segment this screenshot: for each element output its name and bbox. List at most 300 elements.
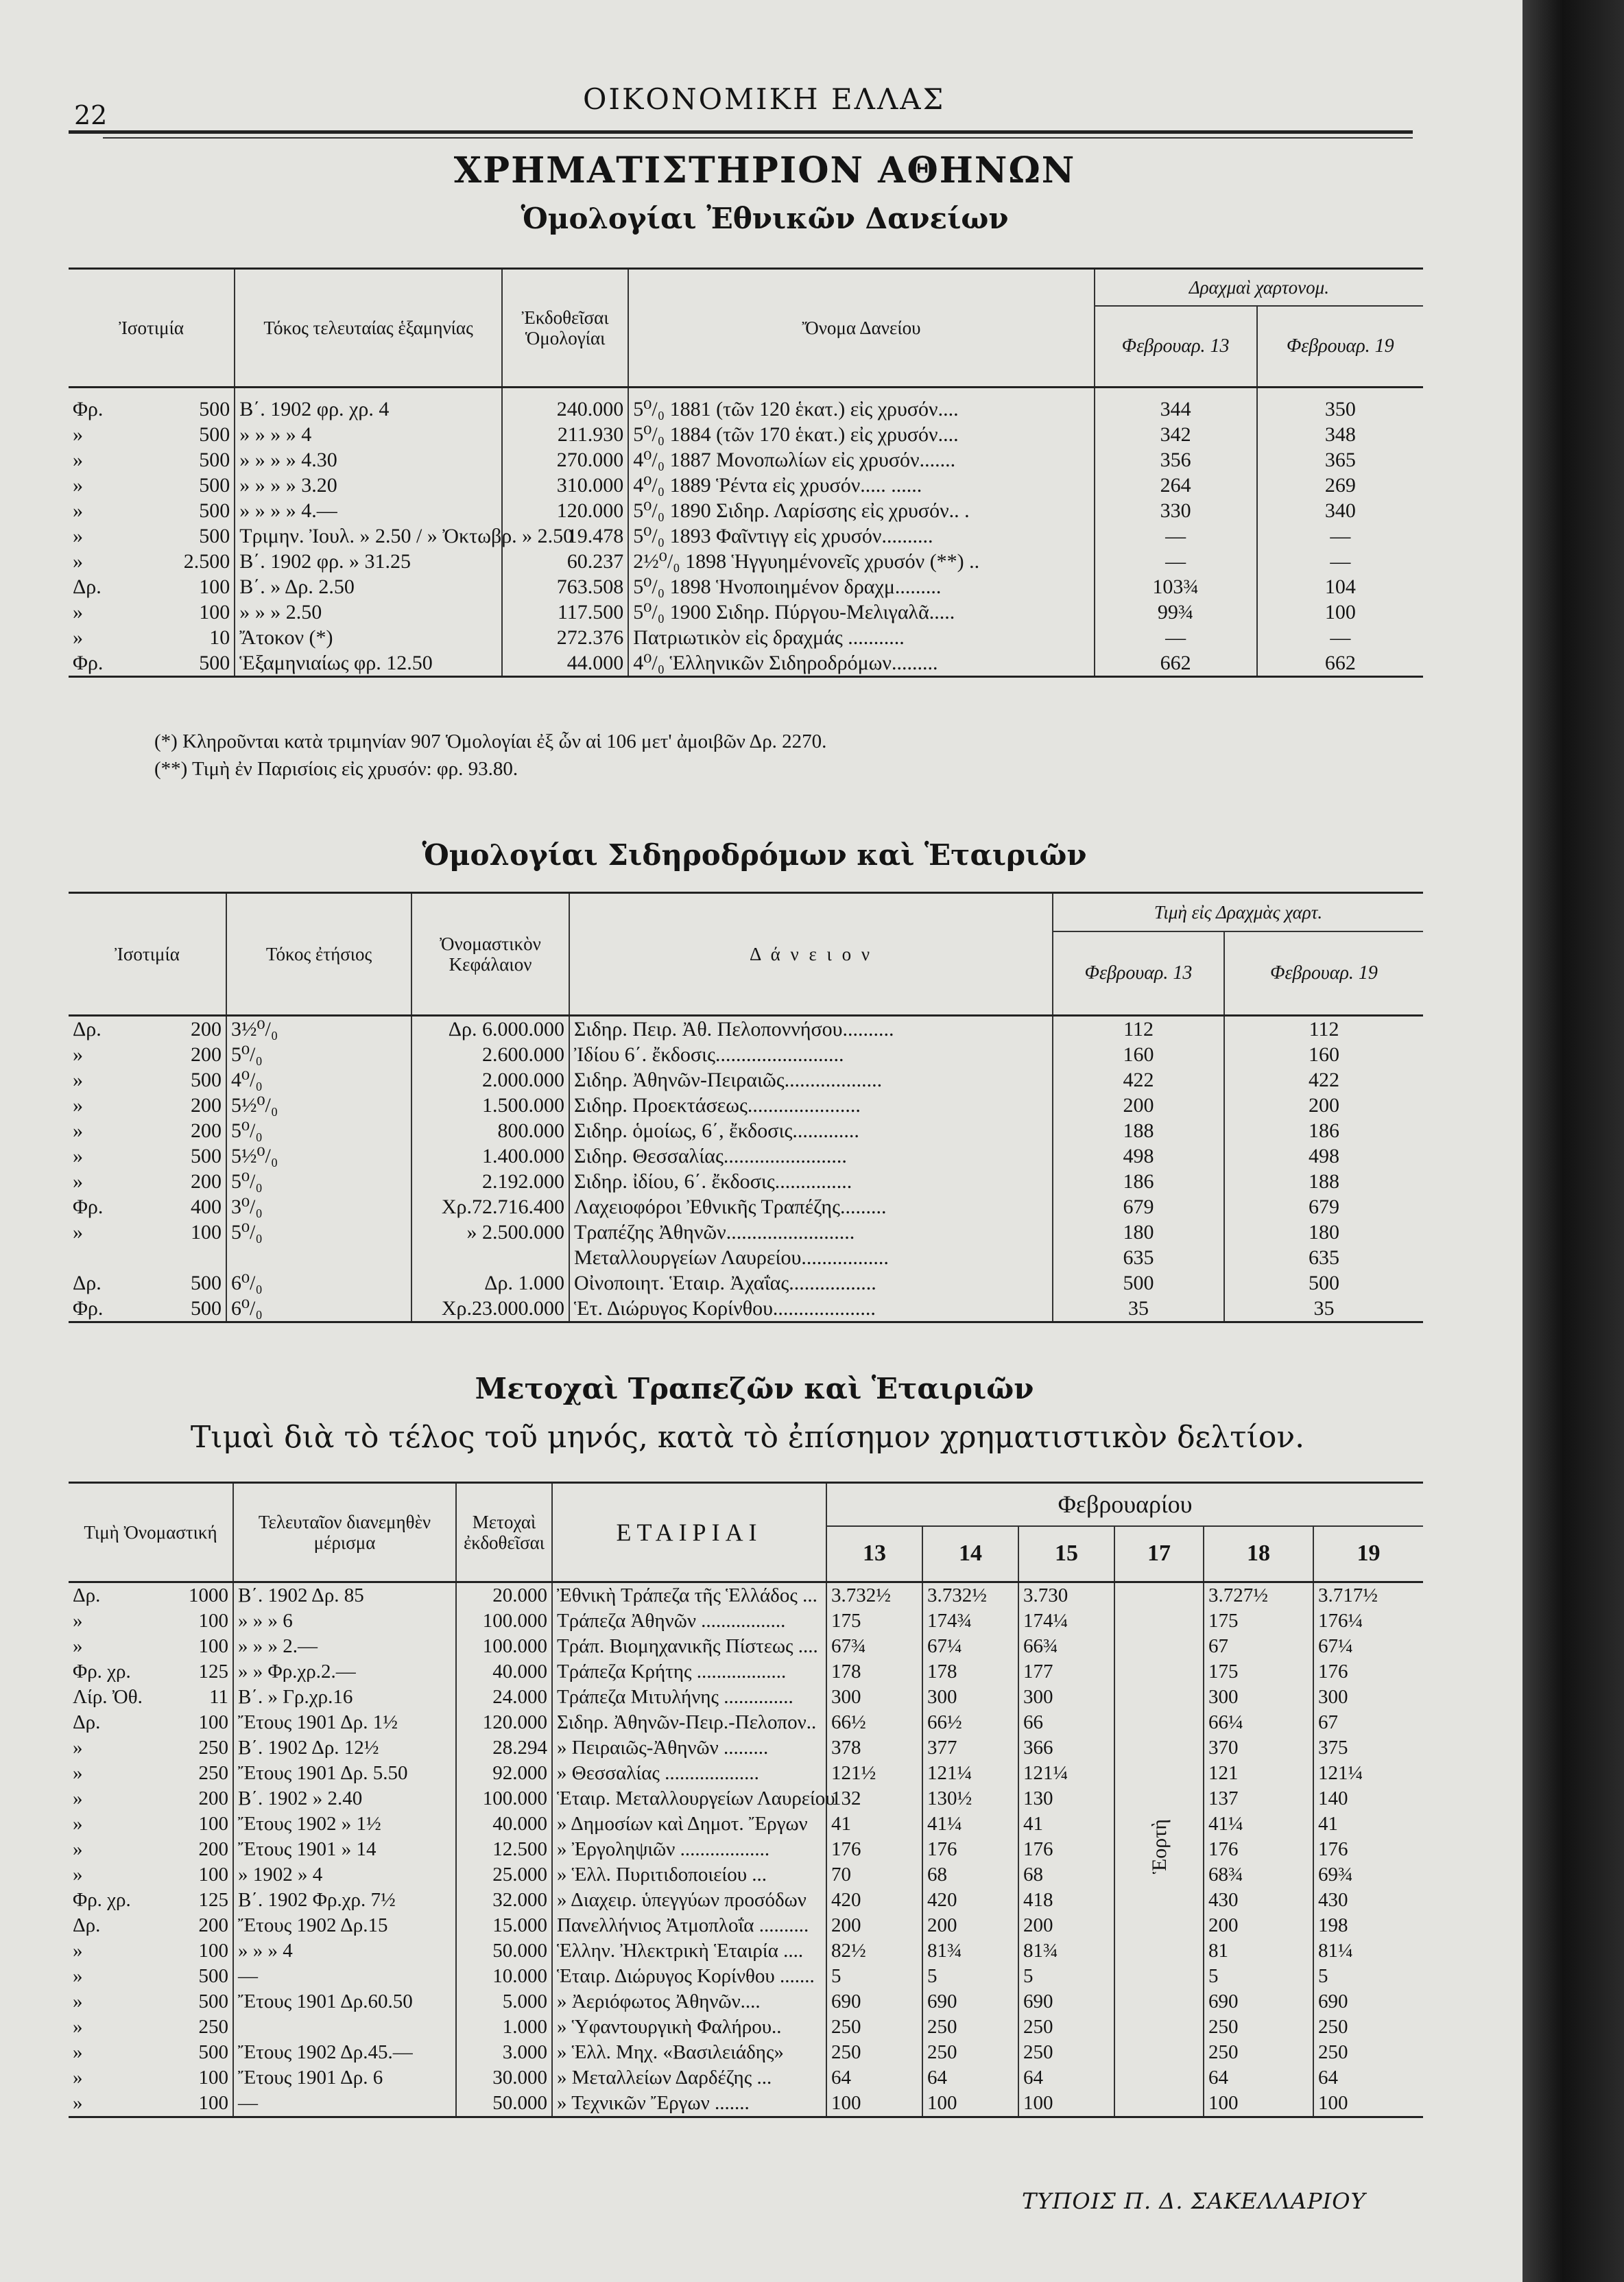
cell-currency: »	[73, 1990, 83, 2012]
cell-last-coupon: » » » » 4	[235, 422, 502, 447]
table-row	[69, 498, 1423, 523]
cell-annual-interest: 5⁰/₀	[226, 1169, 411, 1194]
cell-price-13: 264	[1095, 473, 1257, 498]
cell-price-19: 5	[1318, 1965, 1328, 1987]
cell-price-14: 66½	[922, 1710, 1018, 1735]
table-row	[69, 1608, 1423, 1634]
cell-loan-name: Ἰδίου 6΄. ἔκδοσις.........................	[569, 1042, 1053, 1067]
cell-loan-name: Σιδηρ. Θεσσαλίας........................	[569, 1143, 1053, 1169]
cell-last-dividend: Ἔτους 1901 Δρ. 5.50	[233, 1761, 456, 1786]
cell-shares-issued: 28.294	[456, 1735, 552, 1761]
bank-shares-table	[69, 1482, 1423, 2118]
cell-currency: »	[73, 1838, 83, 1860]
cell-price-15: 41	[1018, 1811, 1114, 1837]
cell-price-18: 200	[1204, 1913, 1313, 1938]
cell-shares-issued: 100.000	[456, 1608, 552, 1634]
table-row	[69, 1220, 1423, 1245]
cell-annual-interest	[226, 1245, 411, 1270]
cell-company-name: Τράπεζα Κρήτης ..................	[552, 1659, 826, 1685]
cell-price-19: 112	[1309, 1018, 1339, 1041]
cell-price-13: 175	[826, 1608, 922, 1634]
cell-company-name: » Ἀεριόφωτος Ἀθηνῶν....	[552, 1989, 826, 2014]
cell-price-14: 130½	[922, 1786, 1018, 1811]
cell-price-19: 340	[1324, 499, 1356, 522]
cell-par-value: 100	[171, 2065, 233, 2091]
cell-price-13: 344	[1095, 388, 1257, 423]
cell-par-value: 250	[171, 1735, 233, 1761]
cell-par-value: 1000	[171, 1582, 233, 1609]
page-number: 22	[74, 100, 108, 130]
cell-company-name: Τράπ. Βιομηχανικῆς Πίστεως ....	[552, 1634, 826, 1659]
table-row	[69, 388, 1423, 423]
cell-price-19: 140	[1318, 1787, 1348, 1809]
table-row	[69, 1761, 1423, 1786]
cell-price-19: 422	[1309, 1069, 1340, 1091]
cell-par-value: 100	[171, 1938, 233, 1964]
table-row	[69, 1143, 1423, 1169]
col-group-timi: Τιμὴ εἰς Δραχμὰς χαρτ.	[1053, 893, 1423, 932]
cell-currency: »	[73, 550, 83, 573]
cell-nominal-capital: Δρ. 1.000	[411, 1270, 569, 1296]
cell-par-value: 100	[171, 1608, 233, 1634]
cell-price-15: 130	[1018, 1786, 1114, 1811]
cell-annual-interest: 5⁰/₀	[226, 1220, 411, 1245]
cell-nominal-capital: 1.500.000	[411, 1093, 569, 1118]
cell-bonds-issued: 211.930	[502, 422, 628, 447]
holiday-column	[1114, 1582, 1204, 2117]
header-rule	[69, 130, 1413, 134]
cell-price-15: 66	[1018, 1710, 1114, 1735]
cell-loan-name: 5⁰/₀ 1900 Σιδηρ. Πύργου-Μελιγαλᾶ.....	[628, 599, 1094, 625]
cell-loan-name: Σιδηρ. Πειρ. Ἀθ. Πελοποννήσου..........	[569, 1016, 1053, 1043]
col-group-month: Φεβρουαρίου	[826, 1483, 1423, 1526]
footnote-1: (*) Κληροῦνται κατὰ τριμηνίαν 907 Ὁμολογίαι ἐξ ὧν αἱ 106 μετ' ἀμοιβῶν Δρ. 2270.	[154, 730, 827, 752]
cell-price-15: 68	[1018, 1862, 1114, 1888]
cell-loan-name: Σιδηρ. ὁμοίως, 6΄, ἔκδοσις.............	[569, 1118, 1053, 1143]
col-daneion: Δ ά ν ε ι ο ν	[569, 893, 1053, 1016]
cell-price-19: 64	[1318, 2067, 1339, 2089]
cell-price-18: 300	[1204, 1685, 1313, 1710]
cell-par-value: 100	[126, 599, 235, 625]
cell-currency: Φρ. χρ.	[73, 1661, 131, 1683]
cell-price-19: 635	[1309, 1246, 1340, 1269]
cell-price-19: —	[1330, 550, 1351, 573]
cell-price-14: 121¼	[922, 1761, 1018, 1786]
cell-last-dividend	[233, 2014, 456, 2040]
col-onoma: Ὄνομα Δανείου	[628, 269, 1094, 388]
table-row	[69, 625, 1423, 650]
cell-shares-issued: 40.000	[456, 1659, 552, 1685]
cell-price-13: 662	[1095, 650, 1257, 677]
table-row	[69, 599, 1423, 625]
cell-price-13: 330	[1095, 498, 1257, 523]
cell-price-18: 430	[1204, 1888, 1313, 1913]
section1-subtitle: Ὁμολογίαι Ἐθνικῶν Δανείων	[521, 202, 1009, 235]
cell-price-13: —	[1095, 625, 1257, 650]
cell-currency: »	[73, 2016, 83, 2038]
cell-last-dividend: Β΄. » Γρ.χρ.16	[233, 1685, 456, 1710]
cell-last-coupon: Ἄτοκον (*)	[235, 625, 502, 650]
cell-price-15: 366	[1018, 1735, 1114, 1761]
cell-loan-name: Σιδηρ. Ἀθηνῶν-Πειραιῶς...................	[569, 1067, 1053, 1093]
cell-bonds-issued: 19.478	[502, 523, 628, 549]
cell-par-value: 200	[123, 1169, 226, 1194]
railway-bonds-table	[69, 892, 1423, 1323]
cell-price-15: 81¾	[1018, 1938, 1114, 1964]
national-loans-table	[69, 268, 1423, 678]
cell-price-19: 375	[1318, 1737, 1348, 1759]
cell-price-15: 174¼	[1018, 1608, 1114, 1634]
col-etairiai: ΕΤΑΙΡΙΑΙ	[552, 1483, 826, 1582]
cell-par-value: 200	[123, 1093, 226, 1118]
cell-nominal-capital: Χρ.72.716.400	[411, 1194, 569, 1220]
cell-annual-interest: 5⁰/₀	[226, 1118, 411, 1143]
cell-last-dividend: » » » 4	[233, 1938, 456, 1964]
cell-price-15: 64	[1018, 2065, 1114, 2091]
cell-company-name: Σιδηρ. Ἀθηνῶν-Πειρ.-Πελοπον..	[552, 1710, 826, 1735]
cell-currency: Φρ.	[73, 1196, 104, 1218]
cell-bonds-issued: 117.500	[502, 599, 628, 625]
cell-par-value: 100	[171, 1811, 233, 1837]
cell-price-13: 679	[1053, 1194, 1224, 1220]
cell-price-13: 70	[826, 1862, 922, 1888]
table-row	[69, 1067, 1423, 1093]
cell-last-dividend: Β΄. 1902 Δρ. 12½	[233, 1735, 456, 1761]
col-date-19: Φεβρουαρ. 19	[1224, 931, 1423, 1016]
cell-company-name: » Ἑλλ. Πυριτιδοποιείου ...	[552, 1862, 826, 1888]
cell-price-19: —	[1330, 525, 1351, 547]
table-row	[69, 1042, 1423, 1067]
cell-par-value: 500	[171, 1989, 233, 2014]
table-row	[69, 1989, 1423, 2014]
table-row	[69, 1093, 1423, 1118]
col-merisma: Τελευταῖον διανεμηθὲν μέρισμα	[233, 1483, 456, 1582]
cell-price-14: 67¼	[922, 1634, 1018, 1659]
cell-nominal-capital: Χρ.23.000.000	[411, 1296, 569, 1322]
cell-price-19: 498	[1309, 1145, 1340, 1167]
col-day-17: 17	[1114, 1526, 1204, 1582]
cell-par-value: 250	[171, 2014, 233, 2040]
col-day-19: 19	[1313, 1526, 1423, 1582]
cell-company-name: » Διαχειρ. ὑπεγγύων προσόδων	[552, 1888, 826, 1913]
cell-price-15: 690	[1018, 1989, 1114, 2014]
cell-price-14: 377	[922, 1735, 1018, 1761]
cell-company-name: » Ἐργοληψιῶν ..................	[552, 1837, 826, 1862]
cell-loan-name: 4⁰/₀ 1887 Μονοπωλίων εἰς χρυσόν.......	[628, 447, 1094, 473]
cell-price-19: 100	[1313, 2091, 1423, 2117]
cell-currency: »	[73, 626, 83, 649]
cell-price-19: 121¼	[1318, 1762, 1363, 1784]
cell-par-value: 100	[171, 1634, 233, 1659]
cell-price-15: 3.730	[1018, 1582, 1114, 1609]
col-isotimia: Ἰσοτιμία	[69, 893, 226, 1016]
cell-currency: »	[73, 1119, 83, 1142]
cell-par-value: 500	[123, 1143, 226, 1169]
cell-price-13: 103¾	[1095, 574, 1257, 599]
cell-last-coupon: » » » » 3.20	[235, 473, 502, 498]
table-row	[69, 1245, 1423, 1270]
cell-price-19: 188	[1309, 1170, 1340, 1193]
cell-price-13: 690	[826, 1989, 922, 2014]
cell-price-14: 178	[922, 1659, 1018, 1685]
table-row	[69, 1837, 1423, 1862]
cell-price-13: 5	[826, 1964, 922, 1989]
cell-bonds-issued: 763.508	[502, 574, 628, 599]
cell-currency: »	[73, 1069, 83, 1091]
col-day-15: 15	[1018, 1526, 1114, 1582]
cell-par-value: 500	[126, 650, 235, 677]
col-tokos: Τόκος ἐτήσιος	[226, 893, 411, 1016]
cell-price-19: 200	[1309, 1094, 1340, 1117]
cell-par-value: 500	[123, 1067, 226, 1093]
cell-loan-name: 4⁰/₀ 1889 Ῥέντα εἰς χρυσόν..... ......	[628, 473, 1094, 498]
cell-price-15: 250	[1018, 2040, 1114, 2065]
cell-currency: »	[73, 1610, 83, 1632]
table-row	[69, 1710, 1423, 1735]
footnote-2: (**) Τιμὴ ἐν Παρισίοις εἰς χρυσόν: φρ. 93.80.	[154, 758, 518, 780]
cell-last-coupon: Β΄. 1902 φρ. » 31.25	[235, 549, 502, 574]
table-row	[69, 1169, 1423, 1194]
cell-price-13: 112	[1053, 1016, 1224, 1043]
cell-company-name: » Θεσσαλίας ...................	[552, 1761, 826, 1786]
cell-nominal-capital: 2.000.000	[411, 1067, 569, 1093]
cell-price-19: 350	[1324, 398, 1356, 420]
cell-price-19: 176	[1318, 1838, 1348, 1860]
cell-last-dividend: Ἔτους 1901 » 14	[233, 1837, 456, 1862]
cell-annual-interest: 5½⁰/₀	[226, 1093, 411, 1118]
table-row	[69, 1862, 1423, 1888]
cell-price-15: 300	[1018, 1685, 1114, 1710]
cell-par-value: 500	[171, 1964, 233, 1989]
cell-currency: Φρ.	[69, 650, 126, 677]
cell-price-13: 356	[1095, 447, 1257, 473]
cell-price-19: 100	[1324, 601, 1356, 623]
cell-last-dividend: —	[233, 2091, 456, 2117]
cell-company-name: » Ὑφαντουργικὴ Φαλήρου..	[552, 2014, 826, 2040]
table-row	[69, 1194, 1423, 1220]
cell-price-19: 180	[1309, 1221, 1340, 1244]
table-row	[69, 549, 1423, 574]
cell-price-18: 690	[1204, 1989, 1313, 2014]
table-row	[69, 1659, 1423, 1685]
cell-par-value: 400	[123, 1194, 226, 1220]
cell-price-19: 269	[1324, 474, 1356, 497]
cell-price-13: 422	[1053, 1067, 1224, 1093]
cell-last-dividend: Ἔτους 1902 » 1½	[233, 1811, 456, 1837]
cell-price-18: 81	[1204, 1938, 1313, 1964]
cell-price-14: 300	[922, 1685, 1018, 1710]
cell-price-19: 690	[1318, 1990, 1348, 2012]
cell-last-dividend: » » Φρ.χρ.2.—	[233, 1659, 456, 1685]
cell-price-18: 176	[1204, 1837, 1313, 1862]
table-row	[69, 650, 1423, 677]
cell-price-14: 64	[922, 2065, 1018, 2091]
cell-par-value: 500	[123, 1270, 226, 1296]
cell-price-19: 35	[1224, 1296, 1423, 1322]
cell-price-13: 250	[826, 2040, 922, 2065]
cell-par-value: 500	[126, 473, 235, 498]
cell-price-19: 176	[1318, 1661, 1348, 1683]
cell-price-14: 250	[922, 2014, 1018, 2040]
cell-bonds-issued: 120.000	[502, 498, 628, 523]
cell-price-13: 250	[826, 2014, 922, 2040]
cell-price-19: 679	[1309, 1196, 1340, 1218]
cell-last-dividend: » 1902 » 4	[233, 1862, 456, 1888]
col-ekdothisai: Ἐκδοθεῖσαι Ὁμολογίαι	[502, 269, 628, 388]
cell-currency: »	[73, 1043, 83, 1066]
cell-price-18: 100	[1204, 2091, 1313, 2117]
cell-nominal-capital: 2.600.000	[411, 1042, 569, 1067]
cell-nominal-capital: Δρ. 6.000.000	[411, 1016, 569, 1043]
table-row	[69, 473, 1423, 498]
cell-loan-name: Τραπέζης Ἀθηνῶν.........................	[569, 1220, 1053, 1245]
cell-price-18: 137	[1204, 1786, 1313, 1811]
cell-par-value: 200	[123, 1118, 226, 1143]
cell-bonds-issued: 270.000	[502, 447, 628, 473]
col-timi: Τιμὴ Ὀνομαστική	[69, 1483, 233, 1582]
cell-annual-interest: 6⁰/₀	[226, 1296, 411, 1322]
cell-loan-name: 5⁰/₀ 1890 Σιδηρ. Λαρίσσης εἰς χρυσόν.. .	[628, 498, 1094, 523]
col-metochai: Μετοχαὶ ἐκδοθεῖσαι	[456, 1483, 552, 1582]
cell-annual-interest: 5½⁰/₀	[226, 1143, 411, 1169]
cell-currency: Δρ.	[73, 1584, 101, 1606]
col-group-drachmai: Δραχμαὶ χαρτονομ.	[1095, 269, 1423, 307]
book-spine-shadow	[1522, 0, 1624, 2282]
cell-annual-interest: 6⁰/₀	[226, 1270, 411, 1296]
cell-nominal-capital: » 2.500.000	[411, 1220, 569, 1245]
cell-currency: »	[73, 601, 83, 623]
table-row	[69, 2065, 1423, 2091]
cell-currency: Λίρ. Ὀθ.	[73, 1686, 143, 1708]
cell-par-value: 125	[171, 1888, 233, 1913]
cell-last-coupon: Τριμην. Ἰουλ. » 2.50 / » Ὀκτωβρ. » 2.50	[235, 523, 502, 549]
col-date-19: Φεβρουαρ. 19	[1257, 306, 1423, 388]
cell-price-13: 67¾	[826, 1634, 922, 1659]
cell-company-name: Τράπεζα Μιτυλήνης ..............	[552, 1685, 826, 1710]
cell-price-13: 41	[826, 1811, 922, 1837]
cell-last-coupon: » » » » 4.30	[235, 447, 502, 473]
cell-price-13: 635	[1053, 1245, 1224, 1270]
cell-price-19: 41	[1318, 1813, 1339, 1835]
cell-price-13: 498	[1053, 1143, 1224, 1169]
cell-par-value: 200	[123, 1016, 226, 1043]
cell-shares-issued: 100.000	[456, 1634, 552, 1659]
table-row	[69, 1888, 1423, 1913]
printer-imprint: ΤΥΠΟΙΣ Π. Δ. ΣΑΚΕΛΛΑΡΙΟΥ	[1022, 2188, 1366, 2214]
table-row	[69, 1964, 1423, 1989]
cell-currency: Δρ.	[73, 575, 102, 598]
cell-price-13: —	[1095, 549, 1257, 574]
cell-company-name: » Μεταλλείων Δαρδέζης ...	[552, 2065, 826, 2091]
cell-shares-issued: 50.000	[456, 2091, 552, 2117]
cell-par-value: 2.500	[126, 549, 235, 574]
cell-annual-interest: 3½⁰/₀	[226, 1016, 411, 1043]
cell-price-19: 198	[1318, 1914, 1348, 1936]
cell-currency: »	[69, 2091, 171, 2117]
cell-price-15: 66¾	[1018, 1634, 1114, 1659]
cell-price-19: 67¼	[1318, 1635, 1353, 1657]
cell-price-13: 100	[826, 2091, 922, 2117]
cell-price-15: 177	[1018, 1659, 1114, 1685]
table-row	[69, 1296, 1423, 1322]
cell-par-value: 500	[126, 422, 235, 447]
cell-loan-name: Λαχειοφόροι Ἐθνικῆς Τραπέζης.........	[569, 1194, 1053, 1220]
cell-par-value: 100	[171, 1710, 233, 1735]
cell-price-13: 82½	[826, 1938, 922, 1964]
section2-title: Ὁμολογίαι Σιδηροδρόμων καὶ Ἑταιριῶν	[422, 838, 1087, 872]
cell-shares-issued: 100.000	[456, 1786, 552, 1811]
cell-price-13: 378	[826, 1735, 922, 1761]
cell-price-19: 500	[1309, 1272, 1340, 1294]
cell-par-value: 125	[171, 1659, 233, 1685]
cell-currency: Δρ.	[73, 1272, 102, 1294]
cell-price-19: 300	[1318, 1686, 1348, 1708]
cell-last-dividend: Β΄. 1902 Φρ.χρ. 7½	[233, 1888, 456, 1913]
cell-price-13: 188	[1053, 1118, 1224, 1143]
cell-par-value: 500	[126, 523, 235, 549]
table-row	[69, 1735, 1423, 1761]
cell-shares-issued: 24.000	[456, 1685, 552, 1710]
cell-currency: »	[73, 1170, 83, 1193]
table-row	[69, 523, 1423, 549]
cell-price-13: 64	[826, 2065, 922, 2091]
cell-currency: Δρ.	[73, 1914, 101, 1936]
cell-price-14: 5	[922, 1964, 1018, 1989]
cell-price-18: 3.727½	[1204, 1582, 1313, 1609]
table-row	[69, 1118, 1423, 1143]
table-row	[69, 1270, 1423, 1296]
cell-par-value: 200	[171, 1913, 233, 1938]
cell-price-14: 174¾	[922, 1608, 1018, 1634]
cell-loan-name: 4⁰/₀ Ἑλληνικῶν Σιδηροδρόμων.........	[628, 650, 1094, 677]
cell-par-value: 500	[126, 447, 235, 473]
cell-price-14: 41¼	[922, 1811, 1018, 1837]
cell-price-19: 3.717½	[1318, 1584, 1378, 1606]
cell-currency: »	[73, 1940, 83, 1962]
cell-price-14: 420	[922, 1888, 1018, 1913]
cell-annual-interest: 4⁰/₀	[226, 1067, 411, 1093]
cell-par-value: 100	[126, 574, 235, 599]
cell-company-name: Ἑταιρ. Μεταλλουργείων Λαυρείου	[552, 1786, 826, 1811]
cell-price-13: 180	[1053, 1220, 1224, 1245]
cell-par-value: 500	[126, 498, 235, 523]
cell-currency: »	[73, 1813, 83, 1835]
cell-price-18: 67	[1204, 1634, 1313, 1659]
cell-par-value: 100	[171, 1862, 233, 1888]
cell-shares-issued: 12.500	[456, 1837, 552, 1862]
cell-loan-name: 5⁰/₀ 1898 Ἡνοποιημένον δραχμ.........	[628, 574, 1094, 599]
cell-price-18: 175	[1204, 1659, 1313, 1685]
cell-price-13: 342	[1095, 422, 1257, 447]
table-row	[69, 1811, 1423, 1837]
cell-company-name: Ἐθνικὴ Τράπεζα τῆς Ἑλλάδος ...	[552, 1582, 826, 1609]
cell-loan-name: Μεταλλουργείων Λαυρείου.................	[569, 1245, 1053, 1270]
cell-company-name: Τράπεζα Ἀθηνῶν .................	[552, 1608, 826, 1634]
cell-bonds-issued: 240.000	[502, 388, 628, 423]
cell-currency: »	[73, 474, 83, 497]
cell-last-dividend: Ἔτους 1901 Δρ. 1½	[233, 1710, 456, 1735]
table-row	[69, 1582, 1423, 1609]
cell-price-13: 178	[826, 1659, 922, 1685]
cell-price-13: 200	[826, 1913, 922, 1938]
cell-bonds-issued: 310.000	[502, 473, 628, 498]
cell-shares-issued: 5.000	[456, 1989, 552, 2014]
cell-price-18: 175	[1204, 1608, 1313, 1634]
cell-company-name: » Δημοσίων καὶ Δημοτ. Ἔργων	[552, 1811, 826, 1837]
section3-subtitle: Τιμαὶ διὰ τὸ τέλος τοῦ μηνός, κατὰ τὸ ἐπίσημον χρηματιστικὸν δελτίον.	[190, 1420, 1305, 1455]
cell-price-19: —	[1330, 626, 1351, 649]
cell-price-13: 420	[826, 1888, 922, 1913]
